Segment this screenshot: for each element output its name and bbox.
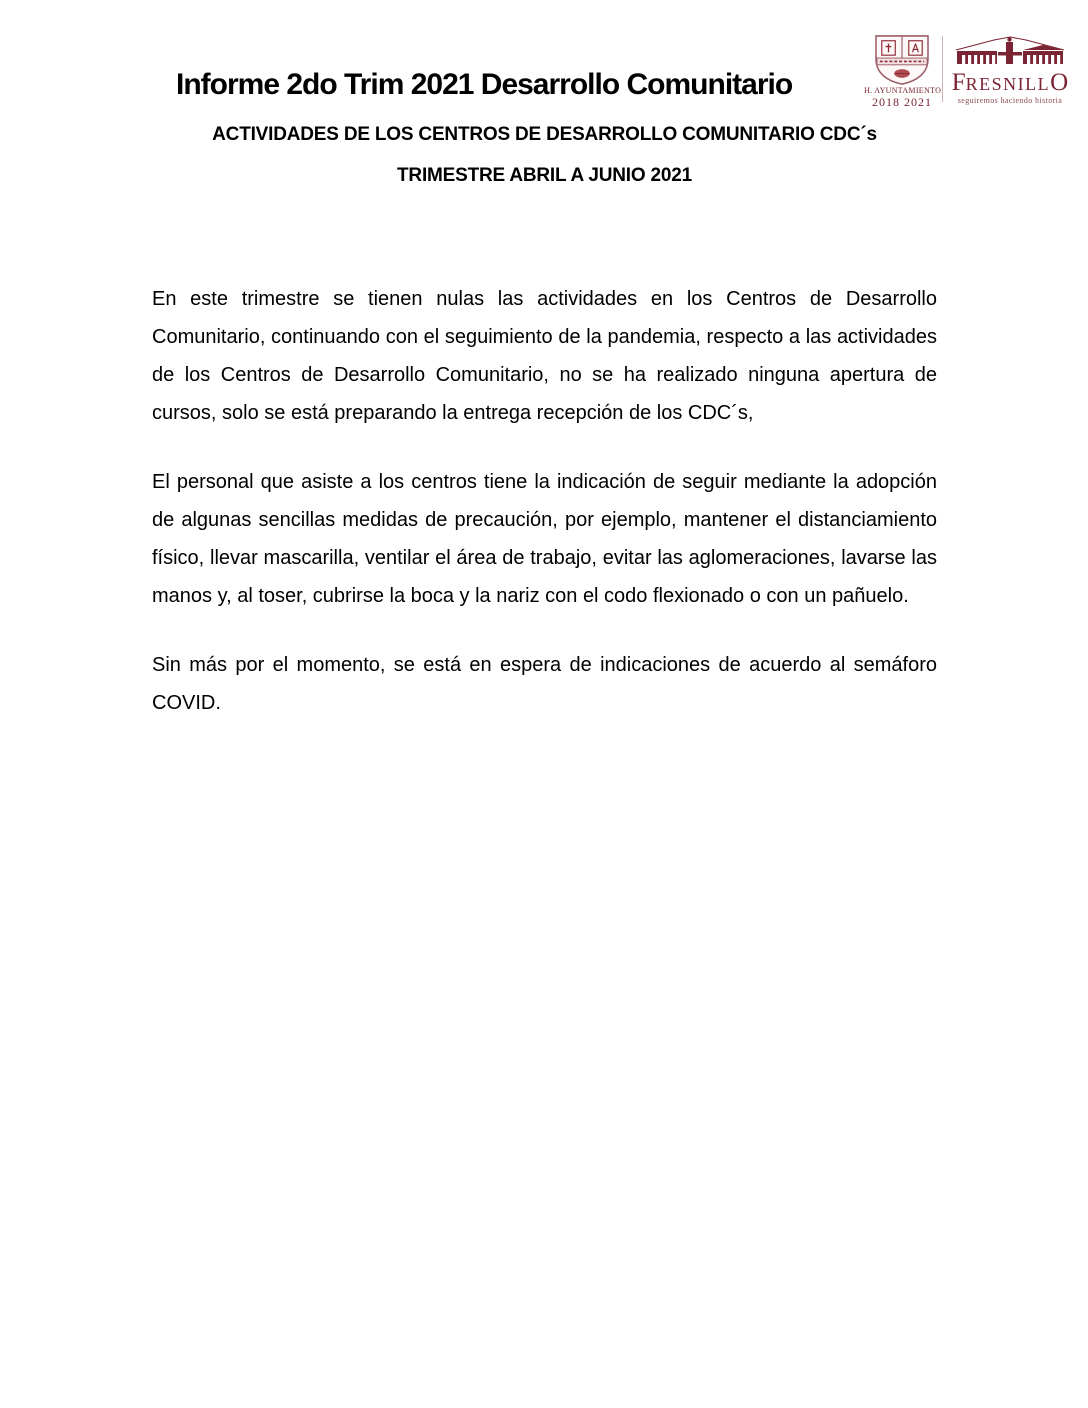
fresnillo-wordmark <box>949 70 1071 95</box>
crest-shield-icon <box>871 34 933 86</box>
wordmark-first-letter: F <box>951 69 966 96</box>
fresnillo-building-icon <box>954 34 1066 70</box>
document-body <box>152 280 937 753</box>
page-title: Informe 2do Trim 2021 Desarrollo Comunitario <box>176 68 793 101</box>
fresnillo-logo <box>949 34 1071 105</box>
document-subtitle-2: TRIMESTRE ABRIL A JUNIO 2021 <box>397 165 692 186</box>
crest-years: 2018 2021 <box>872 95 932 109</box>
crest-caption: H. AYUNTAMIENTO <box>864 86 942 95</box>
document-subtitle-1: ACTIVIDADES DE LOS CENTROS DE DESARROLLO COMUNITARIO CDC´s <box>212 124 877 145</box>
wordmark-last-letter: O <box>1050 69 1069 96</box>
logo-divider <box>942 36 943 102</box>
paragraph-1: En este trimestre se tienen nulas las actividades en los Centros de Desarrollo Comunitario, continuando con el seguimiento de la pandemia, respecto a las actividades de los Centros de Desarrollo Comunitario, no se ha realizado ninguna apertura de cursos, solo se está preparando la entrega recepción de los CDC´s, <box>152 288 937 424</box>
ayuntamiento-crest-logo <box>864 34 940 108</box>
paragraph-3: Sin más por el momento, se está en espera de indicaciones de acuerdo al semáforo COVID. <box>152 654 937 714</box>
wordmark-middle-letters: RESNILL <box>965 74 1051 94</box>
paragraph-2: El personal que asiste a los centros tiene la indicación de seguir mediante la adopción de algunas sencillas medidas de precaución, por ejemplo, mantener el distanciamiento físico, llevar mascarilla, ventilar el área de trabajo, evitar las aglomeraciones, lavarse las manos y, al toser, cubrirse la boca y la nariz con el codo flexionado o con un pañuelo. <box>152 471 937 607</box>
fresnillo-tagline: seguiremos haciendo historia <box>957 96 1063 105</box>
header-logos <box>864 34 1074 114</box>
